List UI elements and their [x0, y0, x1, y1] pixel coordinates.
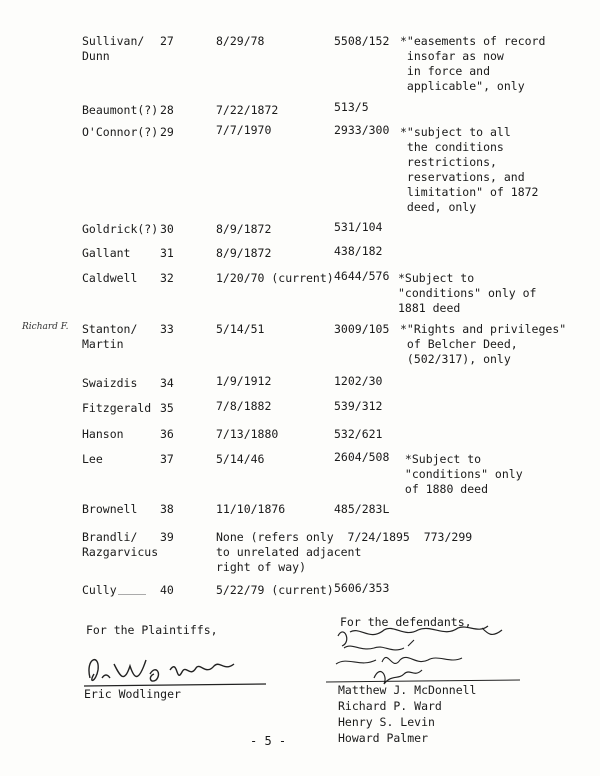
defendants-label: For the defendants,	[340, 615, 472, 629]
parcel-number: 34	[160, 376, 174, 390]
deed-date: 7/13/1880	[216, 427, 279, 441]
owner-name: Sullivan/ Dunn	[82, 34, 145, 63]
book-page: 438/182	[334, 244, 383, 258]
deed-date: 11/10/1876	[216, 502, 286, 516]
parcel-number: 32	[160, 271, 174, 285]
owner-name: Brownell	[82, 502, 138, 516]
owner-name: Hanson	[82, 427, 124, 441]
deed-date: None (refers only 7/24/1895 773/299 to unrelated adjacent right of way)	[216, 530, 473, 574]
book-page: 2933/300	[334, 123, 390, 137]
deed-date: 5/14/51	[216, 322, 265, 336]
deed-date: 8/29/78	[216, 34, 265, 48]
book-page: 2604/508	[334, 450, 390, 464]
plaintiff-name: Eric Wodlinger	[84, 687, 181, 701]
book-page: 4644/576	[334, 269, 390, 283]
book-page: 513/5	[334, 100, 369, 114]
deed-date: 7/7/1970	[216, 123, 272, 137]
book-page: 485/283L	[334, 502, 390, 516]
book-page: 3009/105	[334, 322, 390, 336]
deed-note: *Subject to "conditions" only of 1881 deed	[398, 271, 537, 315]
parcel-number: 28	[160, 103, 174, 117]
scan-mark	[118, 594, 146, 595]
parcel-number: 27	[160, 34, 174, 48]
parcel-number: 35	[160, 401, 174, 415]
deed-date: 8/9/1872	[216, 222, 272, 236]
parcel-number: 29	[160, 125, 174, 139]
deed-date: 5/22/79 (current)	[216, 583, 334, 597]
owner-name: Goldrick(?)	[82, 222, 159, 236]
defendant-name-4: Howard Palmer	[338, 731, 429, 745]
book-page: 5606/353	[334, 581, 390, 595]
deed-note: *Subject to "conditions" only of 1880 deed	[404, 452, 523, 496]
page-number: - 5 -	[250, 734, 287, 748]
owner-name: Lee	[82, 452, 103, 466]
owner-name: Fitzgerald	[82, 401, 152, 415]
parcel-number: 30	[160, 222, 174, 236]
defendant-name-1: Matthew J. McDonnell	[338, 683, 477, 697]
owner-name: Swaizdis	[82, 376, 138, 390]
margin-handwritten-note: Richard F.	[22, 322, 69, 332]
book-page: 532/621	[334, 427, 383, 441]
parcel-number: 40	[160, 583, 174, 597]
defendant-name-2: Richard P. Ward	[338, 699, 442, 713]
book-page: 539/312	[334, 399, 383, 413]
deed-date: 1/20/70 (current)	[216, 271, 334, 285]
deed-note: *"easements of record insofar as now in force and applicable", only	[400, 34, 546, 93]
deed-date: 8/9/1872	[216, 246, 272, 260]
owner-name: Stanton/ Martin	[82, 322, 138, 351]
owner-name: Gallant	[82, 246, 131, 260]
owner-name: Beaumont(?)	[82, 103, 159, 117]
owner-name: Caldwell	[82, 271, 138, 285]
deed-date: 7/8/1882	[216, 399, 272, 413]
deed-note: *"Rights and privileges" of Belcher Deed, (502/317), only	[400, 322, 567, 366]
parcel-number: 33	[160, 322, 174, 336]
parcel-number: 36	[160, 427, 174, 441]
book-page: 1202/30	[334, 374, 383, 388]
parcel-number: 37	[160, 452, 174, 466]
book-page: 5508/152	[334, 34, 390, 48]
owner-name: Cully	[82, 583, 117, 597]
owner-name: Brandli/ Razgarvicus	[82, 530, 159, 559]
parcel-number: 39	[160, 530, 174, 544]
defendant-name-3: Henry S. Levin	[338, 715, 435, 729]
plaintiffs-label: For the Plaintiffs,	[86, 623, 218, 637]
deed-note: *"subject to all the conditions restrictions, reservations, and limitation" of 1872 deed, only	[400, 125, 539, 214]
owner-name: O'Connor(?)	[82, 125, 159, 139]
parcel-number: 38	[160, 502, 174, 516]
deed-date: 5/14/46	[216, 452, 265, 466]
book-page: 531/104	[334, 220, 383, 234]
deed-date: 7/22/1872	[216, 103, 279, 117]
defendant-signatures	[322, 620, 522, 686]
deed-date: 1/9/1912	[216, 374, 272, 388]
parcel-number: 31	[160, 246, 174, 260]
